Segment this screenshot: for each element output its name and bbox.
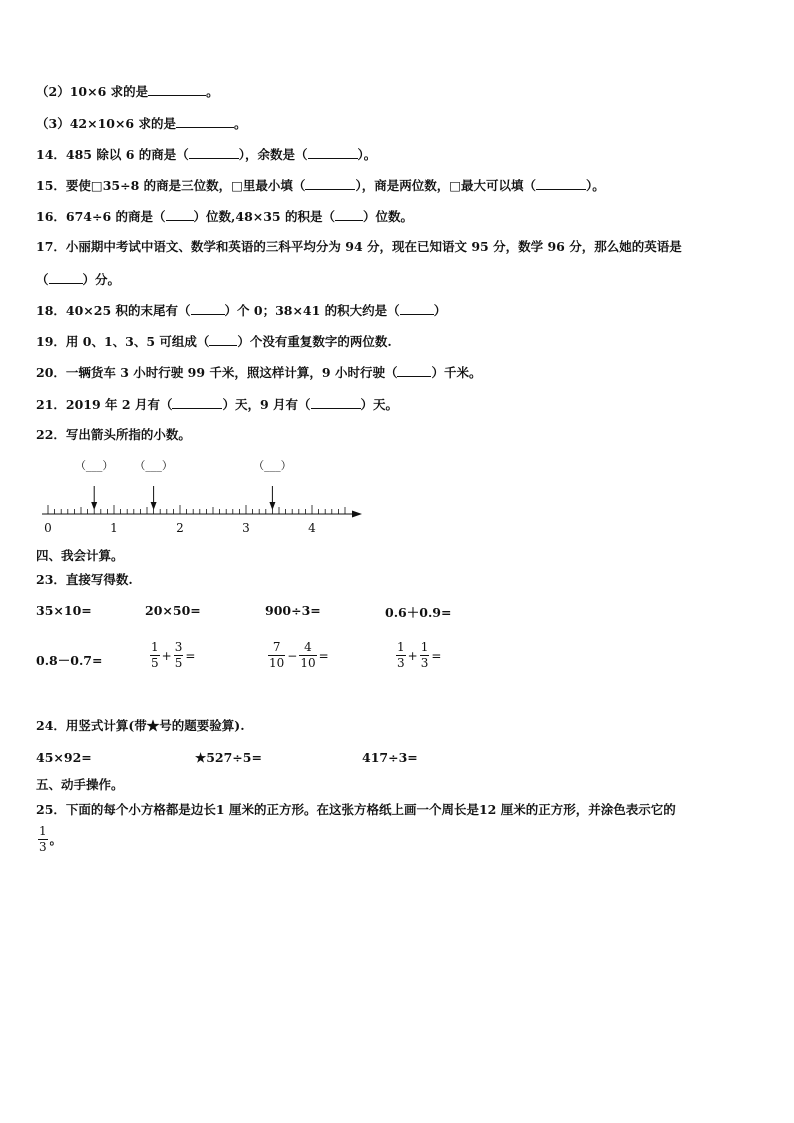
question-16: 16．674÷6 的商是（ ）位数,48×35 的积是（ ）位数。 [36, 209, 413, 224]
answer-blank[interactable] [311, 396, 361, 409]
fraction: $\frac{3}{5}$ [174, 640, 183, 670]
answer-blank[interactable] [305, 177, 355, 190]
calc-item: 900÷3= [265, 603, 321, 618]
number-line-figure [36, 452, 376, 542]
tick-label: 2 [176, 521, 184, 535]
calc-item: 45×92= [36, 750, 92, 765]
question-21: 21．2019 年 2 月有（ ）天，9 月有（ ）天。 [36, 397, 399, 412]
answer-blank[interactable] [209, 333, 237, 346]
answer-blank[interactable] [172, 396, 222, 409]
section-5-title: 五、动手操作。 [36, 777, 124, 792]
question-14: 14．485 除以 6 的商是（ ），余数是（ ）。 [36, 147, 377, 162]
answer-blank[interactable] [49, 271, 83, 284]
fraction-expression: $\frac{1}{5}$ + $\frac{3}{5}$ = [151, 640, 196, 670]
arrow-head-icon [151, 502, 157, 510]
question-13-3: （3）42×10×6 求的是 。 [36, 116, 247, 131]
tick-labels [44, 521, 316, 535]
tick-label: 1 [110, 521, 118, 535]
fraction-expression: $\frac{1}{3}$ + $\frac{1}{3}$ = [397, 640, 442, 670]
fraction: $\frac{1}{3}$ [420, 640, 429, 670]
section-4-title: 四、我会计算。 [36, 548, 124, 563]
fraction: $\frac{7}{10}$ [269, 640, 285, 670]
fraction-one-third: $\frac{1}{3}$ 。 [39, 824, 62, 854]
tick-label: 4 [308, 521, 316, 535]
question-24: 24．用竖式计算(带★号的题要验算). [36, 718, 245, 733]
answer-blank[interactable] [176, 115, 234, 128]
question-15: 15．要使□35÷8 的商是三位数，□里最小填（ ），商是两位数，□最大可以填（ ）。 [36, 178, 605, 193]
answer-blank[interactable] [400, 302, 434, 315]
arrow-head-icon [269, 502, 275, 510]
fraction: $\frac{1}{5}$ [151, 640, 159, 670]
answer-bracket[interactable]: （___） [253, 459, 292, 472]
question-13-2: （2）10×6 求的是 。 [36, 84, 219, 99]
calc-item: 20×50= [145, 603, 201, 618]
ticks [48, 505, 345, 514]
answer-blank[interactable] [335, 208, 363, 221]
calc-item: 35×10= [36, 603, 92, 618]
answer-blank[interactable] [148, 83, 206, 96]
calc-item: ★527÷5= [195, 750, 262, 765]
answer-blank[interactable] [166, 208, 194, 221]
question-18: 18．40×25 积的末尾有（ ）个 0；38×41 的积大约是（ ） [36, 303, 447, 318]
calc-item: 417÷3= [362, 750, 418, 765]
answer-blank[interactable] [397, 364, 431, 377]
answer-blank[interactable] [308, 146, 358, 159]
question-25: 25．下面的每个小方格都是边长1 厘米的正方形。在这张方格纸上画一个周长是12 厘米的正方形，并涂色表示它的 [36, 802, 676, 817]
question-22: 22．写出箭头所指的小数。 [36, 427, 191, 442]
answer-brackets [75, 459, 292, 472]
answer-blank[interactable] [191, 302, 225, 315]
answer-bracket[interactable]: （___） [74, 459, 114, 472]
calc-item: 0.6＋0.9= [385, 605, 452, 620]
calc-item: 0.8－0.7= [36, 653, 103, 668]
tick-label: 0 [44, 521, 52, 535]
fraction: $\frac{1}{3}$ [397, 640, 405, 670]
answer-blank[interactable] [536, 177, 586, 190]
answer-bracket[interactable]: （___） [134, 459, 173, 472]
question-20: 20．一辆货车 3 小时行驶 99 千米，照这样计算，9 小时行驶（ ）千米。 [36, 365, 482, 380]
arrows [91, 486, 275, 510]
tick-label: 3 [242, 521, 250, 535]
fraction: $\frac{4}{10}$ [300, 640, 316, 670]
arrow-head-icon [91, 502, 97, 510]
question-23: 23．直接写得数. [36, 572, 133, 587]
question-17-cont: （ ）分。 [36, 272, 121, 287]
question-17: 17．小丽期中考试中语文、数学和英语的三科平均分为 94 分，现在已知语文 95 分，数学 96 分，那么她的英语是 [36, 239, 682, 254]
fraction-expression: $\frac{7}{10}$ − $\frac{4}{10}$ = [269, 640, 329, 670]
answer-blank[interactable] [189, 146, 239, 159]
axis-arrowhead [352, 511, 362, 518]
fraction: $\frac{1}{3}$ [39, 824, 47, 854]
question-19: 19．用 0、1、3、5 可组成（ ）个没有重复数字的两位数. [36, 334, 392, 349]
